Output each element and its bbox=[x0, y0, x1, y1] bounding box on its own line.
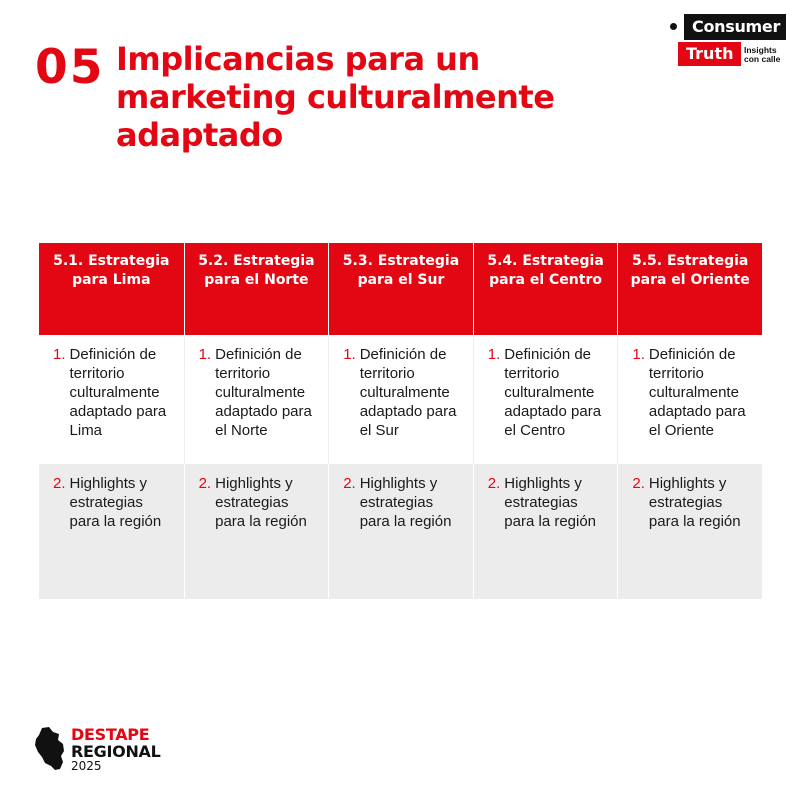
item-text: Definición de territorio culturalmente adaptado para el Norte bbox=[215, 346, 312, 439]
table-header-row bbox=[39, 243, 762, 335]
item-text: Definición de territorio culturalmente adaptado para el Centro bbox=[504, 346, 602, 439]
item-text: Definición de territorio culturalmente adaptado para Lima bbox=[69, 346, 167, 439]
table-cell bbox=[328, 464, 473, 599]
table-cell bbox=[328, 335, 473, 464]
item-number: 2. bbox=[632, 475, 645, 492]
item-number: 2. bbox=[198, 475, 212, 492]
item-number: 2. bbox=[343, 475, 356, 492]
section-number: 05 bbox=[35, 40, 105, 95]
logo-line-regional: REGIONAL bbox=[71, 742, 161, 761]
page-title: Implicancias para un marketing culturalmente adaptado bbox=[116, 40, 555, 154]
item-number: 1. bbox=[343, 346, 356, 363]
table-cell bbox=[39, 464, 184, 599]
table-header-sur: 5.3. Estrategia para el Sur bbox=[328, 243, 473, 335]
strategy-table bbox=[39, 243, 762, 599]
brand-logo bbox=[664, 12, 794, 78]
table-header-lima: 5.1. Estrategia para Lima bbox=[39, 243, 184, 335]
item-text: Definición de territorio culturalmente adaptado para el Oriente bbox=[648, 346, 746, 439]
item-number: 1. bbox=[632, 346, 645, 363]
item-text: Definición de territorio culturalmente adaptado para el Sur bbox=[359, 346, 457, 439]
item-number: 2. bbox=[487, 475, 501, 492]
table-cell bbox=[473, 335, 618, 464]
item-text: Highlights y estrategias para la región bbox=[69, 475, 162, 530]
item-number: 1. bbox=[487, 346, 501, 363]
table-cell bbox=[184, 464, 329, 599]
brand-tagline: Insights con calle bbox=[744, 45, 781, 64]
table-header-norte: 5.2. Estrategia para el Norte bbox=[184, 243, 329, 335]
table-cell bbox=[617, 464, 762, 599]
item-number: 1. bbox=[198, 346, 212, 363]
item-number: 1. bbox=[53, 346, 66, 363]
table-header-centro: 5.4. Estrategia para el Centro bbox=[473, 243, 618, 335]
item-text: Highlights y estrategias para la región bbox=[504, 475, 597, 530]
table-cell bbox=[39, 335, 184, 464]
item-text: Highlights y estrategias para la región bbox=[215, 475, 307, 530]
logo-line-destape: DESTAPE bbox=[71, 725, 150, 744]
item-text: Highlights y estrategias para la región bbox=[648, 475, 741, 530]
table-cell bbox=[184, 335, 329, 464]
item-text: Highlights y estrategias para la región bbox=[359, 475, 452, 530]
table-cell bbox=[473, 464, 618, 599]
peru-map-icon bbox=[33, 726, 67, 772]
table-row bbox=[39, 464, 762, 599]
table-cell bbox=[617, 335, 762, 464]
destape-regional-logo bbox=[33, 724, 173, 776]
brand-name-top: Consumer bbox=[684, 14, 786, 40]
logo-year: 2025 bbox=[71, 759, 102, 773]
brand-dot-icon bbox=[670, 23, 677, 30]
table-header-oriente: 5.5. Estrategia para el Oriente bbox=[617, 243, 762, 335]
brand-name-bottom: Truth bbox=[678, 42, 741, 66]
item-number: 2. bbox=[53, 475, 66, 492]
table-row bbox=[39, 335, 762, 464]
